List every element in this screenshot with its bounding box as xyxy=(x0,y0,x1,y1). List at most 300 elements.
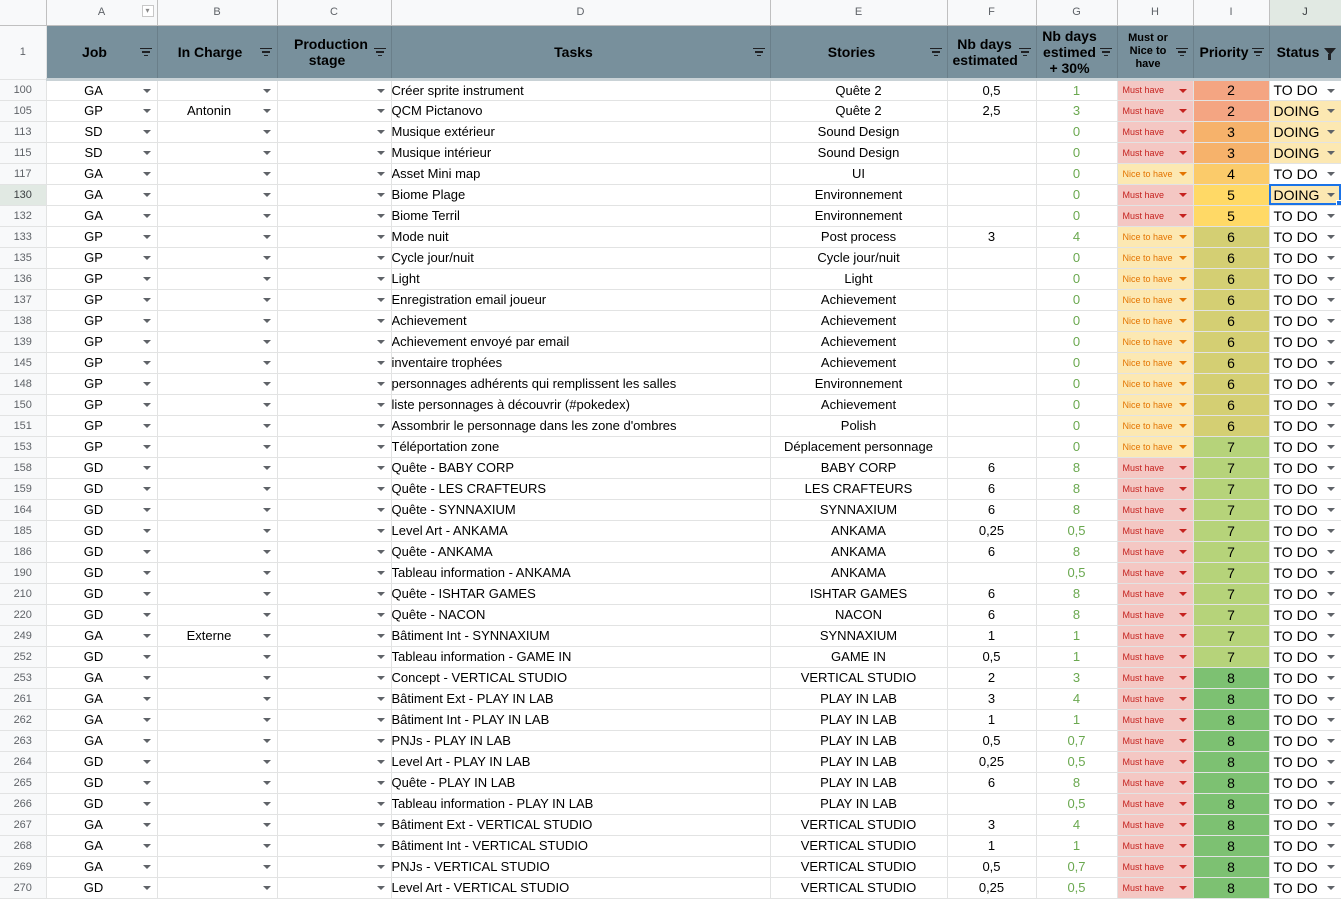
dropdown-arrow-icon[interactable] xyxy=(143,172,151,176)
dropdown-arrow-icon[interactable] xyxy=(1179,319,1187,323)
dropdown-arrow-icon[interactable] xyxy=(263,760,271,764)
filter-icon[interactable] xyxy=(1100,48,1112,57)
header-job[interactable]: Job xyxy=(46,25,157,79)
in-charge-cell[interactable] xyxy=(157,226,277,247)
priority-cell[interactable]: 7 xyxy=(1193,646,1269,667)
row-number[interactable]: 115 xyxy=(0,142,46,163)
header-priority[interactable]: Priority xyxy=(1193,25,1269,79)
job-cell[interactable] xyxy=(46,121,157,142)
dropdown-arrow-icon[interactable] xyxy=(263,571,271,575)
story-cell[interactable]: NACON xyxy=(770,604,947,625)
dropdown-arrow-icon[interactable] xyxy=(143,697,151,701)
filter-icon[interactable] xyxy=(753,48,765,57)
dropdown-arrow-icon[interactable] xyxy=(263,844,271,848)
in-charge-cell[interactable] xyxy=(157,520,277,541)
production-stage-cell[interactable] xyxy=(277,604,391,625)
days-30-cell[interactable]: 4 xyxy=(1036,226,1117,247)
production-stage-cell[interactable] xyxy=(277,436,391,457)
days-cell[interactable]: 0,5 xyxy=(947,79,1036,100)
must-nice-cell[interactable] xyxy=(1117,646,1193,667)
row-number[interactable]: 130 xyxy=(0,184,46,205)
row-number[interactable]: 135 xyxy=(0,247,46,268)
status-cell[interactable] xyxy=(1269,79,1341,100)
dropdown-arrow-icon[interactable] xyxy=(263,655,271,659)
days-30-cell[interactable]: 0 xyxy=(1036,205,1117,226)
dropdown-arrow-icon[interactable] xyxy=(143,361,151,365)
in-charge-cell[interactable] xyxy=(157,688,277,709)
dropdown-arrow-icon[interactable] xyxy=(1327,781,1335,785)
production-stage-cell[interactable] xyxy=(277,541,391,562)
task-cell[interactable]: Bâtiment Ext - VERTICAL STUDIO xyxy=(391,814,770,835)
days-30-cell[interactable]: 8 xyxy=(1036,583,1117,604)
story-cell[interactable]: PLAY IN LAB xyxy=(770,751,947,772)
in-charge-cell[interactable] xyxy=(157,478,277,499)
production-stage-cell[interactable] xyxy=(277,688,391,709)
story-cell[interactable]: ISHTAR GAMES xyxy=(770,583,947,604)
column-header-a[interactable]: A ▾ xyxy=(46,0,157,25)
dropdown-arrow-icon[interactable] xyxy=(1179,718,1187,722)
dropdown-arrow-icon[interactable] xyxy=(1327,886,1335,890)
row-number[interactable]: 153 xyxy=(0,436,46,457)
job-cell[interactable] xyxy=(46,436,157,457)
dropdown-arrow-icon[interactable] xyxy=(263,172,271,176)
priority-cell[interactable]: 7 xyxy=(1193,436,1269,457)
must-nice-cell[interactable] xyxy=(1117,436,1193,457)
status-cell[interactable] xyxy=(1269,541,1341,562)
dropdown-arrow-icon[interactable] xyxy=(1327,550,1335,554)
production-stage-cell[interactable] xyxy=(277,415,391,436)
status-cell[interactable] xyxy=(1269,184,1341,205)
priority-cell[interactable]: 3 xyxy=(1193,142,1269,163)
dropdown-arrow-icon[interactable] xyxy=(1327,865,1335,869)
dropdown-arrow-icon[interactable] xyxy=(377,781,385,785)
dropdown-arrow-icon[interactable] xyxy=(1179,634,1187,638)
dropdown-arrow-icon[interactable] xyxy=(1327,466,1335,470)
dropdown-arrow-icon[interactable] xyxy=(1327,445,1335,449)
row-number[interactable]: 190 xyxy=(0,562,46,583)
dropdown-arrow-icon[interactable] xyxy=(1179,340,1187,344)
days-cell[interactable] xyxy=(947,373,1036,394)
days-cell[interactable] xyxy=(947,121,1036,142)
days-30-cell[interactable]: 8 xyxy=(1036,499,1117,520)
days-cell[interactable]: 2 xyxy=(947,667,1036,688)
priority-cell[interactable]: 6 xyxy=(1193,331,1269,352)
select-all-corner[interactable] xyxy=(0,0,46,25)
production-stage-cell[interactable] xyxy=(277,478,391,499)
status-cell[interactable] xyxy=(1269,247,1341,268)
days-30-cell[interactable]: 8 xyxy=(1036,478,1117,499)
status-cell[interactable] xyxy=(1269,856,1341,877)
dropdown-arrow-icon[interactable] xyxy=(263,487,271,491)
status-cell[interactable] xyxy=(1269,835,1341,856)
dropdown-arrow-icon[interactable] xyxy=(1327,487,1335,491)
dropdown-arrow-icon[interactable] xyxy=(377,592,385,596)
days-cell[interactable]: 6 xyxy=(947,478,1036,499)
days-cell[interactable] xyxy=(947,331,1036,352)
in-charge-cell[interactable] xyxy=(157,121,277,142)
priority-cell[interactable]: 8 xyxy=(1193,751,1269,772)
dropdown-arrow-icon[interactable] xyxy=(263,634,271,638)
priority-cell[interactable]: 2 xyxy=(1193,100,1269,121)
dropdown-arrow-icon[interactable] xyxy=(1327,760,1335,764)
task-cell[interactable]: Cycle jour/nuit xyxy=(391,247,770,268)
in-charge-cell[interactable] xyxy=(157,709,277,730)
status-cell[interactable] xyxy=(1269,877,1341,898)
dropdown-arrow-icon[interactable] xyxy=(263,865,271,869)
dropdown-arrow-icon[interactable] xyxy=(143,718,151,722)
dropdown-arrow-icon[interactable] xyxy=(263,340,271,344)
dropdown-arrow-icon[interactable] xyxy=(377,130,385,134)
days-cell[interactable] xyxy=(947,793,1036,814)
job-cell[interactable] xyxy=(46,730,157,751)
header-production-stage[interactable]: Production stage xyxy=(277,25,391,79)
dropdown-arrow-icon[interactable] xyxy=(1179,529,1187,533)
dropdown-arrow-icon[interactable] xyxy=(263,508,271,512)
must-nice-cell[interactable] xyxy=(1117,205,1193,226)
dropdown-arrow-icon[interactable] xyxy=(1179,130,1187,134)
days-30-cell[interactable]: 0 xyxy=(1036,163,1117,184)
story-cell[interactable]: PLAY IN LAB xyxy=(770,772,947,793)
days-30-cell[interactable]: 8 xyxy=(1036,457,1117,478)
dropdown-arrow-icon[interactable] xyxy=(377,634,385,638)
row-number[interactable]: 264 xyxy=(0,751,46,772)
story-cell[interactable]: VERTICAL STUDIO xyxy=(770,667,947,688)
task-cell[interactable]: Achievement envoyé par email xyxy=(391,331,770,352)
days-cell[interactable]: 1 xyxy=(947,835,1036,856)
in-charge-cell[interactable] xyxy=(157,625,277,646)
dropdown-arrow-icon[interactable] xyxy=(1179,781,1187,785)
filter-icon[interactable] xyxy=(1252,48,1264,57)
job-cell[interactable] xyxy=(46,499,157,520)
priority-cell[interactable]: 8 xyxy=(1193,730,1269,751)
column-header-b[interactable]: B xyxy=(157,0,277,25)
must-nice-cell[interactable] xyxy=(1117,268,1193,289)
status-cell[interactable] xyxy=(1269,793,1341,814)
row-number[interactable]: 145 xyxy=(0,352,46,373)
priority-cell[interactable]: 6 xyxy=(1193,310,1269,331)
production-stage-cell[interactable] xyxy=(277,289,391,310)
in-charge-cell[interactable] xyxy=(157,163,277,184)
task-cell[interactable]: Light xyxy=(391,268,770,289)
task-cell[interactable]: Quête - ISHTAR GAMES xyxy=(391,583,770,604)
dropdown-arrow-icon[interactable] xyxy=(1179,487,1187,491)
days-30-cell[interactable]: 0,5 xyxy=(1036,562,1117,583)
job-cell[interactable] xyxy=(46,835,157,856)
story-cell[interactable]: Achievement xyxy=(770,331,947,352)
dropdown-arrow-icon[interactable] xyxy=(143,89,151,93)
days-cell[interactable]: 6 xyxy=(947,583,1036,604)
priority-cell[interactable]: 4 xyxy=(1193,163,1269,184)
column-menu-icon[interactable]: ▾ xyxy=(142,5,154,17)
days-cell[interactable]: 0,5 xyxy=(947,646,1036,667)
dropdown-arrow-icon[interactable] xyxy=(143,466,151,470)
story-cell[interactable]: UI xyxy=(770,163,947,184)
dropdown-arrow-icon[interactable] xyxy=(263,361,271,365)
column-header-h[interactable]: H xyxy=(1117,0,1193,25)
dropdown-arrow-icon[interactable] xyxy=(1327,89,1335,93)
job-cell[interactable] xyxy=(46,331,157,352)
row-number[interactable]: 265 xyxy=(0,772,46,793)
dropdown-arrow-icon[interactable] xyxy=(1327,655,1335,659)
dropdown-arrow-icon[interactable] xyxy=(1179,89,1187,93)
job-cell[interactable] xyxy=(46,688,157,709)
priority-cell[interactable]: 6 xyxy=(1193,289,1269,310)
row-number[interactable]: 133 xyxy=(0,226,46,247)
dropdown-arrow-icon[interactable] xyxy=(1179,550,1187,554)
days-cell[interactable] xyxy=(947,247,1036,268)
dropdown-arrow-icon[interactable] xyxy=(1327,172,1335,176)
dropdown-arrow-icon[interactable] xyxy=(1179,172,1187,176)
days-30-cell[interactable]: 1 xyxy=(1036,79,1117,100)
dropdown-arrow-icon[interactable] xyxy=(377,823,385,827)
dropdown-arrow-icon[interactable] xyxy=(263,718,271,722)
in-charge-cell[interactable] xyxy=(157,541,277,562)
dropdown-arrow-icon[interactable] xyxy=(263,424,271,428)
job-cell[interactable] xyxy=(46,856,157,877)
production-stage-cell[interactable] xyxy=(277,667,391,688)
status-cell[interactable] xyxy=(1269,436,1341,457)
dropdown-arrow-icon[interactable] xyxy=(143,634,151,638)
dropdown-arrow-icon[interactable] xyxy=(263,298,271,302)
dropdown-arrow-icon[interactable] xyxy=(143,592,151,596)
task-cell[interactable]: Créer sprite instrument xyxy=(391,79,770,100)
status-cell[interactable] xyxy=(1269,562,1341,583)
days-cell[interactable]: 6 xyxy=(947,772,1036,793)
priority-cell[interactable]: 2 xyxy=(1193,79,1269,100)
dropdown-arrow-icon[interactable] xyxy=(263,529,271,533)
job-cell[interactable] xyxy=(46,646,157,667)
filter-icon[interactable] xyxy=(260,48,272,57)
priority-cell[interactable]: 8 xyxy=(1193,667,1269,688)
filter-icon[interactable] xyxy=(930,48,942,57)
row-number[interactable]: 1 xyxy=(0,25,46,79)
status-cell[interactable] xyxy=(1269,289,1341,310)
production-stage-cell[interactable] xyxy=(277,205,391,226)
dropdown-arrow-icon[interactable] xyxy=(1327,109,1335,113)
row-number[interactable]: 159 xyxy=(0,478,46,499)
in-charge-cell[interactable] xyxy=(157,856,277,877)
header-nb-days-30[interactable]: Nb days estimed + 30% xyxy=(1036,25,1117,79)
must-nice-cell[interactable] xyxy=(1117,121,1193,142)
must-nice-cell[interactable] xyxy=(1117,877,1193,898)
days-cell[interactable] xyxy=(947,184,1036,205)
dropdown-arrow-icon[interactable] xyxy=(377,571,385,575)
job-cell[interactable] xyxy=(46,583,157,604)
dropdown-arrow-icon[interactable] xyxy=(263,739,271,743)
must-nice-cell[interactable] xyxy=(1117,352,1193,373)
days-30-cell[interactable]: 0,5 xyxy=(1036,520,1117,541)
job-cell[interactable] xyxy=(46,184,157,205)
priority-cell[interactable]: 7 xyxy=(1193,499,1269,520)
task-cell[interactable]: Concept - VERTICAL STUDIO xyxy=(391,667,770,688)
dropdown-arrow-icon[interactable] xyxy=(143,109,151,113)
dropdown-arrow-icon[interactable] xyxy=(377,214,385,218)
dropdown-arrow-icon[interactable] xyxy=(1327,697,1335,701)
must-nice-cell[interactable] xyxy=(1117,562,1193,583)
days-cell[interactable]: 1 xyxy=(947,625,1036,646)
must-nice-cell[interactable] xyxy=(1117,583,1193,604)
in-charge-cell[interactable] xyxy=(157,772,277,793)
dropdown-arrow-icon[interactable] xyxy=(263,109,271,113)
dropdown-arrow-icon[interactable] xyxy=(377,403,385,407)
dropdown-arrow-icon[interactable] xyxy=(1179,193,1187,197)
days-30-cell[interactable]: 4 xyxy=(1036,814,1117,835)
story-cell[interactable]: Achievement xyxy=(770,310,947,331)
days-30-cell[interactable]: 4 xyxy=(1036,688,1117,709)
dropdown-arrow-icon[interactable] xyxy=(143,340,151,344)
dropdown-arrow-icon[interactable] xyxy=(1179,823,1187,827)
job-cell[interactable] xyxy=(46,289,157,310)
job-cell[interactable] xyxy=(46,226,157,247)
dropdown-arrow-icon[interactable] xyxy=(1179,571,1187,575)
must-nice-cell[interactable] xyxy=(1117,499,1193,520)
dropdown-arrow-icon[interactable] xyxy=(377,319,385,323)
task-cell[interactable]: Level Art - VERTICAL STUDIO xyxy=(391,877,770,898)
dropdown-arrow-icon[interactable] xyxy=(1327,340,1335,344)
task-cell[interactable]: PNJs - PLAY IN LAB xyxy=(391,730,770,751)
priority-cell[interactable]: 8 xyxy=(1193,772,1269,793)
dropdown-arrow-icon[interactable] xyxy=(1327,802,1335,806)
story-cell[interactable]: PLAY IN LAB xyxy=(770,709,947,730)
dropdown-arrow-icon[interactable] xyxy=(263,89,271,93)
row-number[interactable]: 262 xyxy=(0,709,46,730)
dropdown-arrow-icon[interactable] xyxy=(263,466,271,470)
dropdown-arrow-icon[interactable] xyxy=(1327,298,1335,302)
task-cell[interactable]: PNJs - VERTICAL STUDIO xyxy=(391,856,770,877)
production-stage-cell[interactable] xyxy=(277,793,391,814)
priority-cell[interactable]: 6 xyxy=(1193,394,1269,415)
dropdown-arrow-icon[interactable] xyxy=(377,886,385,890)
task-cell[interactable]: Bâtiment Int - VERTICAL STUDIO xyxy=(391,835,770,856)
dropdown-arrow-icon[interactable] xyxy=(1327,382,1335,386)
days-cell[interactable] xyxy=(947,352,1036,373)
dropdown-arrow-icon[interactable] xyxy=(1327,529,1335,533)
days-cell[interactable]: 0,25 xyxy=(947,520,1036,541)
story-cell[interactable]: PLAY IN LAB xyxy=(770,688,947,709)
dropdown-arrow-icon[interactable] xyxy=(377,298,385,302)
days-cell[interactable] xyxy=(947,205,1036,226)
task-cell[interactable]: inventaire trophées xyxy=(391,352,770,373)
must-nice-cell[interactable] xyxy=(1117,142,1193,163)
dropdown-arrow-icon[interactable] xyxy=(263,592,271,596)
job-cell[interactable] xyxy=(46,247,157,268)
task-cell[interactable]: Bâtiment Int - SYNNAXIUM xyxy=(391,625,770,646)
dropdown-arrow-icon[interactable] xyxy=(1179,697,1187,701)
days-30-cell[interactable]: 0 xyxy=(1036,352,1117,373)
row-number[interactable]: 151 xyxy=(0,415,46,436)
priority-cell[interactable]: 3 xyxy=(1193,121,1269,142)
row-number[interactable]: 136 xyxy=(0,268,46,289)
days-30-cell[interactable]: 3 xyxy=(1036,100,1117,121)
days-cell[interactable] xyxy=(947,415,1036,436)
filter-icon[interactable] xyxy=(374,48,386,57)
days-30-cell[interactable]: 0 xyxy=(1036,142,1117,163)
production-stage-cell[interactable] xyxy=(277,856,391,877)
dropdown-arrow-icon[interactable] xyxy=(1179,508,1187,512)
dropdown-arrow-icon[interactable] xyxy=(377,193,385,197)
production-stage-cell[interactable] xyxy=(277,373,391,394)
days-cell[interactable]: 3 xyxy=(947,814,1036,835)
in-charge-cell[interactable] xyxy=(157,184,277,205)
status-cell[interactable] xyxy=(1269,772,1341,793)
dropdown-arrow-icon[interactable] xyxy=(143,319,151,323)
task-cell[interactable]: Quête - BABY CORP xyxy=(391,457,770,478)
dropdown-arrow-icon[interactable] xyxy=(1327,844,1335,848)
in-charge-cell[interactable] xyxy=(157,352,277,373)
dropdown-arrow-icon[interactable] xyxy=(143,823,151,827)
task-cell[interactable]: Asset Mini map xyxy=(391,163,770,184)
story-cell[interactable]: Quête 2 xyxy=(770,79,947,100)
dropdown-arrow-icon[interactable] xyxy=(377,865,385,869)
days-cell[interactable] xyxy=(947,289,1036,310)
dropdown-arrow-icon[interactable] xyxy=(377,718,385,722)
in-charge-cell[interactable] xyxy=(157,877,277,898)
in-charge-cell[interactable] xyxy=(157,436,277,457)
dropdown-arrow-icon[interactable] xyxy=(377,529,385,533)
priority-cell[interactable]: 7 xyxy=(1193,583,1269,604)
status-cell[interactable] xyxy=(1269,394,1341,415)
status-cell[interactable] xyxy=(1269,268,1341,289)
status-cell[interactable] xyxy=(1269,667,1341,688)
dropdown-arrow-icon[interactable] xyxy=(1179,382,1187,386)
dropdown-arrow-icon[interactable] xyxy=(1327,592,1335,596)
must-nice-cell[interactable] xyxy=(1117,835,1193,856)
job-cell[interactable] xyxy=(46,457,157,478)
column-header-d[interactable]: D xyxy=(391,0,770,25)
dropdown-arrow-icon[interactable] xyxy=(1179,676,1187,680)
job-cell[interactable] xyxy=(46,394,157,415)
in-charge-cell[interactable] xyxy=(157,646,277,667)
task-cell[interactable]: Tableau information - GAME IN xyxy=(391,646,770,667)
task-cell[interactable]: Assombrir le personnage dans les zone d'ombres xyxy=(391,415,770,436)
dropdown-arrow-icon[interactable] xyxy=(1179,655,1187,659)
dropdown-arrow-icon[interactable] xyxy=(377,382,385,386)
task-cell[interactable]: QCM Pictanovo xyxy=(391,100,770,121)
days-30-cell[interactable]: 0 xyxy=(1036,331,1117,352)
column-header-f[interactable]: F xyxy=(947,0,1036,25)
column-header-c[interactable]: C xyxy=(277,0,391,25)
days-cell[interactable]: 6 xyxy=(947,541,1036,562)
production-stage-cell[interactable] xyxy=(277,121,391,142)
dropdown-arrow-icon[interactable] xyxy=(1327,571,1335,575)
dropdown-arrow-icon[interactable] xyxy=(143,781,151,785)
status-cell[interactable] xyxy=(1269,646,1341,667)
dropdown-arrow-icon[interactable] xyxy=(1179,214,1187,218)
in-charge-cell[interactable] xyxy=(157,457,277,478)
dropdown-arrow-icon[interactable] xyxy=(143,445,151,449)
days-30-cell[interactable]: 8 xyxy=(1036,604,1117,625)
status-cell[interactable] xyxy=(1269,226,1341,247)
days-cell[interactable]: 6 xyxy=(947,499,1036,520)
dropdown-arrow-icon[interactable] xyxy=(1179,844,1187,848)
in-charge-cell[interactable] xyxy=(157,583,277,604)
priority-cell[interactable]: 6 xyxy=(1193,373,1269,394)
dropdown-arrow-icon[interactable] xyxy=(263,886,271,890)
job-cell[interactable] xyxy=(46,562,157,583)
task-cell[interactable]: Musique intérieur xyxy=(391,142,770,163)
days-cell[interactable] xyxy=(947,394,1036,415)
dropdown-arrow-icon[interactable] xyxy=(377,802,385,806)
priority-cell[interactable]: 6 xyxy=(1193,247,1269,268)
dropdown-arrow-icon[interactable] xyxy=(1327,130,1335,134)
production-stage-cell[interactable] xyxy=(277,457,391,478)
row-number[interactable]: 267 xyxy=(0,814,46,835)
story-cell[interactable]: Sound Design xyxy=(770,142,947,163)
dropdown-arrow-icon[interactable] xyxy=(1327,235,1335,239)
task-cell[interactable]: Quête - SYNNAXIUM xyxy=(391,499,770,520)
priority-cell[interactable]: 8 xyxy=(1193,877,1269,898)
dropdown-arrow-icon[interactable] xyxy=(377,445,385,449)
